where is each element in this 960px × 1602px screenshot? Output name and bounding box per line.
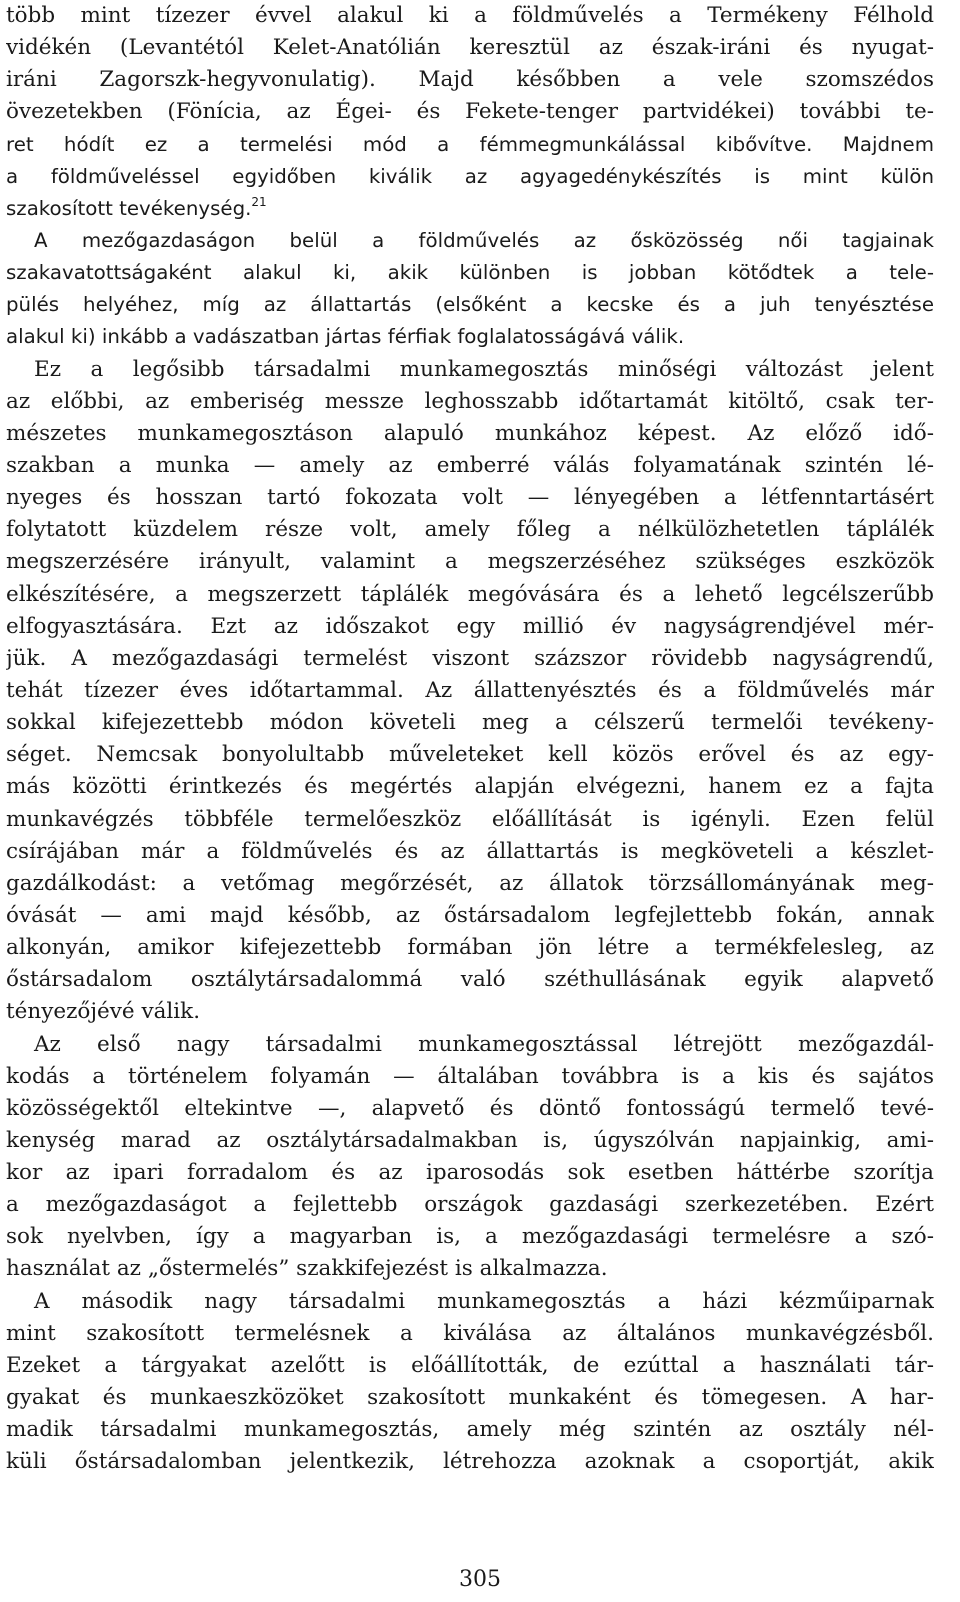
text-line: kenység marad az osztálytársadalmakban is, úgyszólván napjainkig, ami- bbox=[6, 1127, 934, 1153]
text-line: jük. A mezőgazdasági termelést viszont százszor rövidebb nagyságrendű, bbox=[6, 645, 934, 671]
text-line: pülés helyéhez, míg az állattartás (elsőként a kecske és a juh tenyésztése bbox=[6, 293, 934, 317]
text-line: sokkal kifejezettebb módon követeli meg a célszerű termelői tevékeny- bbox=[6, 710, 934, 736]
text-line: más közötti érintkezés és megértés alapján elvégezni, hanem ez a fajta bbox=[6, 774, 934, 800]
text-line: ret hódít ez a termelési mód a fémmegmunkálással kibővítve. Majdnem bbox=[6, 132, 934, 156]
text-line: alakul ki) inkább a vadászatban jártas férfiak foglalatosságává válik. bbox=[6, 325, 685, 349]
text-line: szakavatottságaként alakul ki, akik különben is jobban kötődtek a tele- bbox=[6, 261, 934, 285]
text-line: munkavégzés többféle termelőeszköz előállítását is igényli. Ezen felül bbox=[6, 806, 934, 832]
text-line: nyeges és hosszan tartó fokozata volt — lényegében a létfenntartásért bbox=[6, 485, 934, 511]
text-line: elfogyasztására. Ezt az időszakot egy millió év nagyságrendjével mér- bbox=[6, 613, 934, 639]
text-line: óvását — ami majd később, az őstársadalom legfejlettebb fokán, annak bbox=[6, 902, 934, 928]
text-line: mint szakosított termelésnek a kiválása az általános munkavégzésből. bbox=[6, 1320, 934, 1346]
text-line: A második nagy társadalmi munkamegosztás a házi kézműiparnak bbox=[34, 1288, 934, 1314]
text-line: gyakat és munkaeszközöket szakosított munkaként és tömegesen. A har- bbox=[6, 1385, 934, 1411]
text-line: A mezőgazdaságon belül a földművelés az ősközösség női tagjainak bbox=[34, 228, 934, 252]
page-number: 305 bbox=[459, 1567, 501, 1592]
paragraph-4 bbox=[6, 1029, 934, 1286]
text-line: alkonyán, amikor kifejezettebb formában jön létre a termékfelesleg, az bbox=[6, 935, 934, 961]
text-line: közösségektől eltekintve —, alapvető és döntő fontosságú termelő tevé- bbox=[6, 1095, 934, 1121]
text-line: vidékén (Levantétól Kelet-Anatólián keresztül az észak-iráni és nyugat- bbox=[6, 35, 934, 61]
text-line: a mezőgazdaságot a fejlettebb országok gazdasági szerkezetében. Ezért bbox=[6, 1192, 934, 1218]
text-line: szakban a munka — amely az emberré válás folyamatának szintén lé- bbox=[6, 452, 934, 478]
text-line: gazdálkodást: a vetőmag megőrzését, az állatok törzsállományának meg- bbox=[6, 870, 934, 896]
paragraph-5 bbox=[6, 1286, 934, 1479]
text-line: iráni Zagorszk-hegyvonulatig). Majd későbben a vele szomszédos bbox=[6, 67, 934, 93]
text-line-content: szakosított tevékenység. bbox=[6, 196, 252, 220]
text-line: övezetekben (Fönícia, az Égei- és Fekete-tenger partvidékei) további te- bbox=[6, 99, 934, 125]
text-line: kodás a történelem folyamán — általában továbbra is a kis és sajátos bbox=[6, 1063, 934, 1089]
paragraph-1 bbox=[6, 0, 934, 225]
text-line: Ez a legősibb társadalmi munkamegosztás minőségi változást jelent bbox=[34, 356, 934, 382]
text-line: Ezeket a tárgyakat azelőtt is előállították, de ezúttal a használati tár- bbox=[6, 1352, 934, 1378]
text-line: folytatott küzdelem része volt, amely főleg a nélkülözhetetlen táplálék bbox=[6, 517, 934, 543]
text-line: őstársadalom osztálytársadalommá való széthullásának egyik alapvető bbox=[6, 967, 934, 993]
text-line: használat az „őstermelés” szakkifejezést is alkalmazza. bbox=[6, 1256, 608, 1282]
paragraph-3 bbox=[6, 354, 934, 1029]
text-line: Az első nagy társadalmi munkamegosztással létrejött mezőgazdál- bbox=[34, 1031, 934, 1057]
text-line: séget. Nemcsak bonyolultabb műveleteket kell közös erővel és az egy- bbox=[6, 742, 934, 768]
text-line: tehát tízezer éves időtartammal. Az állattenyésztés és a földművelés már bbox=[6, 677, 934, 703]
book-page bbox=[6, 0, 934, 1478]
text-line: a földműveléssel egyidőben kiválik az agyagedénykészítés is mint külön bbox=[6, 164, 934, 188]
text-line: megszerzésére irányult, valamint a megszerzéséhez szükséges eszközök bbox=[6, 549, 934, 575]
text-line: tényezőjévé válik. bbox=[6, 999, 201, 1025]
text-line: az előbbi, az emberiség messze leghosszabb időtartamát kitöltő, csak ter- bbox=[6, 388, 934, 414]
paragraph-2 bbox=[6, 225, 934, 354]
text-line: több mint tízezer évvel alakul ki a földművelés a Termékeny Félhold bbox=[6, 3, 934, 28]
text-line: mészetes munkamegosztáson alapuló munkához képest. Az előző idő- bbox=[6, 420, 934, 446]
text-line: sok nyelvben, így a magyarban is, a mezőgazdasági termelésre a szó- bbox=[6, 1224, 934, 1250]
text-line: küli őstársadalomban jelentkezik, létrehozza azoknak a csoportját, akik bbox=[6, 1449, 934, 1475]
text-line: kor az ipari forradalom és az iparosodás sok esetben háttérbe szorítja bbox=[6, 1160, 934, 1186]
text-line: csírájában már a földművelés és az állattartás is megköveteli a készlet- bbox=[6, 838, 934, 864]
text-line: madik társadalmi munkamegosztás, amely még szintén az osztály nél- bbox=[6, 1417, 934, 1443]
text-line: elkészítésére, a megszerzett táplálék megóvására és a lehető legcélszerűbb bbox=[6, 581, 934, 607]
footnote-reference[interactable]: 21 bbox=[251, 194, 267, 209]
text-line-last bbox=[6, 193, 934, 225]
